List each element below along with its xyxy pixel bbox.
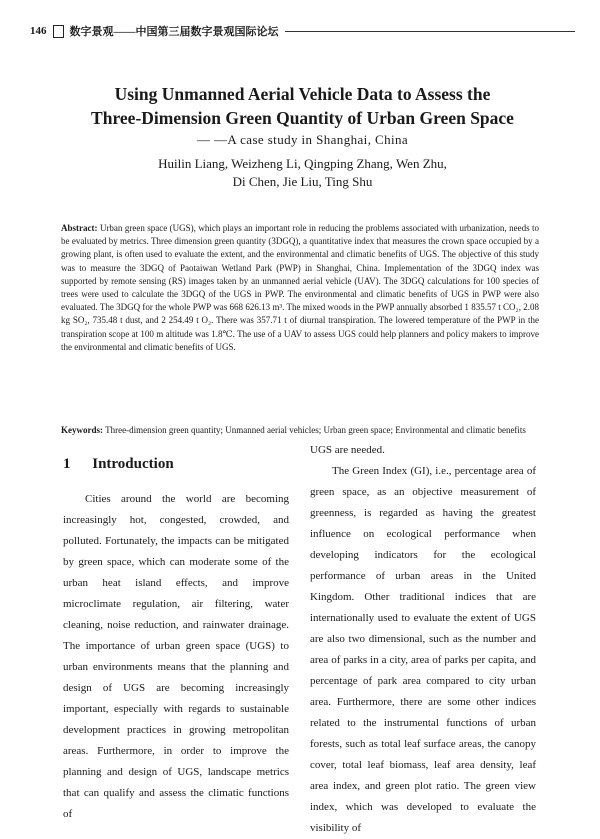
author-list: [40, 155, 565, 191]
paper-title: [40, 82, 565, 130]
section-heading: [63, 456, 174, 473]
body-paragraph-right: The Green Index (GI), i.e., percentage area of green space, as an objective measurement of greenness, is regarded as having the greatest influence on ecological performance when developing indicators for the ecological performance of urban areas in the United Kingdom. Other traditional indices that are internationally used to evaluate the extent of UGS are also two dimensional, such as the number and area of parks in a city, area of parks per capita, and percentage of park area compared to city urban area. Furthermore, there are some other indices related to the instrumental functions of urban forests, such as total leaf surface areas, the canopy cover, total leaf biomass, leaf area density, leaf area index, and green plot ratio. The green view index, which was developed to evaluate the visibility of: [310, 465, 536, 834]
keywords-label: Keywords:: [61, 425, 103, 435]
abstract-label: Abstract:: [61, 223, 98, 233]
keywords-text: Three-dimension green quantity; Unmanned aerial vehicles; Urban green space; Environmental and climatic benefits: [105, 425, 526, 435]
title-line-2: Three-Dimension Green Quantity of Urban Green Space: [91, 108, 514, 128]
section-title: Introduction: [92, 456, 174, 472]
keywords: [61, 424, 539, 437]
running-header: [30, 22, 575, 40]
abstract: [61, 222, 539, 354]
journal-title: 数字景观——中国第三届数字景观国际论坛: [69, 26, 279, 38]
authors-line-2: Di Chen, Jie Liu, Ting Shu: [232, 174, 373, 189]
abstract-text: Urban green space (UGS), which plays an important role in reducing the problems associated with urbanization, needs to be evaluated by metrics. Three dimension green quantity (3DGQ), a quantitative index that measures the crown space occupied by a growing plant, is often used to evaluate the extent, and the environmental and climatic benefits of UGS. The objective of this study was to measure the 3DGQ of Paotaiwan Wetland Park (PWP) in Shanghai, China. Implementation of the 3DGQ index was supported by remote sensing (RS) images taken by an unmanned aerial vehicle (UAV). The 3DGQ calculations for 100 species of trees were used to calculate the 3DGQ of the UGS in PWP. The environmental and climatic benefits of UGS in PWP were also evaluated. The 3DGQ for the whole PWP was 668 626.13 m³. The mixed woods in the PWP annually absorbed 1 835.57 t CO₂, 2.08 kg SO₂, 735.48 t dust, and 2 254.49 t O₂. There was 357.71 t of diurnal transpiration. The lowered temperature of the PWP in the transpiration scope at 100 m altitude was 1.8℃. The use of a UAV to assess UGS could help planners and policy makers to improve the environmental and climatic benefits of UGS.: [61, 223, 540, 352]
body-continuation-right: UGS are needed.: [310, 444, 385, 456]
section-number: 1: [63, 456, 71, 472]
authors-line-1: Huilin Liang, Weizheng Li, Qingping Zhang, Wen Zhu,: [158, 156, 447, 171]
title-line-1: Using Unmanned Aerial Vehicle Data to Assess the: [114, 84, 491, 104]
body-paragraph-left: Cities around the world are becoming increasingly hot, congested, crowded, and polluted. Fortunately, the impacts can be mitigated by green space, which can moderate some of the urban heat island effects, and improve microclimate regulation, air filtering, water cleaning, noise reduction, and rainwater drainage. The importance of urban green space (UGS) to urban environments means that the planning and design of UGS are becoming increasingly important, especially with regards to sustainable development practices in growing metropolitan areas. Furthermore, in order to improve the planning and design of UGS, landscape metrics that can qualify and assess the climatic functions of: [63, 493, 289, 820]
header-rule: [285, 31, 576, 32]
header-box-icon: [53, 25, 64, 38]
page-number: 146: [30, 25, 47, 37]
paper-subtitle: — —A case study in Shanghai, China: [196, 132, 409, 147]
